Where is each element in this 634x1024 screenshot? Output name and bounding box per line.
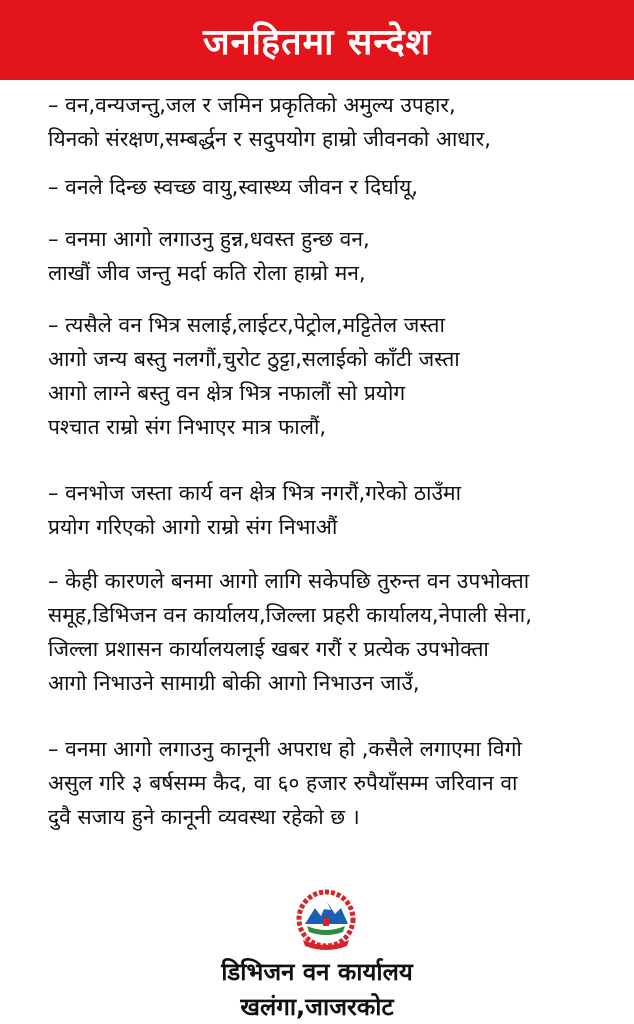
message-line: प्रयोग गरिएको आगो राम्रो संग निभाऔं: [48, 515, 338, 539]
message-line: – वन,वन्यजन्तु,जल र जमिन प्रकृतिको अमुल्य उपहार,: [48, 93, 456, 117]
message-line: आगो लाग्ने बस्तु वन क्षेत्र भित्र नफालौं सो प्रयोग: [48, 381, 406, 405]
message-line: असुल गरि ३ बर्षसम्म कैद, वा ६० हजार रुपैयाँसम्म जरिवान वा: [48, 771, 518, 795]
message-line: यिनको संरक्षण,सम्बर्द्धन र सदुपयोग हाम्रो जीवनको आधार,: [48, 127, 491, 151]
message-line: जिल्ला प्रशासन कार्यालयलाई खबर गरौं र प्रत्येक उपभोक्ता: [48, 637, 489, 661]
message-line: आगो निभाउने सामाग्री बोकी आगो निभाउन जाउँ,: [48, 671, 420, 695]
message-paragraph-2: [48, 170, 616, 204]
office-location: खलंगा,जाजरकोट: [240, 993, 394, 1021]
message-paragraph-5: [48, 476, 616, 544]
message-paragraph-4: [48, 308, 616, 444]
message-line: लाखौं जीव जन्तु मर्दा कति रोला हाम्रो मन,: [48, 261, 366, 285]
message-line: पश्चात राम्रो संग निभाएर मात्र फालौं,: [48, 415, 327, 439]
office-name: डिभिजन वन कार्यालय: [221, 958, 413, 986]
message-paragraph-7: [48, 732, 616, 834]
message-line: दुवै सजाय हुने कानूनी व्यवस्था रहेको छ ।: [48, 805, 360, 829]
message-line: – वनभोज जस्ता कार्य वन क्षेत्र भित्र नगरौं,गरेको ठाउँमा: [48, 481, 462, 505]
message-line: – त्यसैले वन भित्र सलाई,लाईटर,पेट्रोल,मट्टितेल जस्ता: [48, 313, 445, 337]
message-paragraph-1: [48, 88, 616, 156]
message-line: आगो जन्य बस्तु नलगौं,चुरोट ठुट्टा,सलाईको काँटी जस्ता: [48, 347, 460, 371]
message-paragraph-6: [48, 564, 616, 700]
nepal-government-emblem-icon: [293, 888, 359, 954]
message-line: – वनले दिन्छ स्वच्छ वायु,स्वास्थ्य जीवन र दिर्घायू,: [48, 175, 418, 199]
message-line: – वनमा आगो लगाउनु हुन्न,धवस्त हुन्छ वन,: [48, 227, 370, 251]
message-line: समूह,डिभिजन वन कार्यालय,जिल्ला प्रहरी कार्यालय,नेपाली सेना,: [48, 603, 532, 627]
message-paragraph-3: [48, 222, 616, 290]
message-line: – केही कारणले बनमा आगो लागि सकेपछि तुरुन्त वन उपभोक्ता: [48, 569, 530, 593]
message-line: – वनमा आगो लगाउनु कानूनी अपराध हो ,कसैले लगाएमा विगो: [48, 737, 522, 761]
title-banner: [0, 0, 634, 80]
page-title: जनहितमा सन्देश: [202, 21, 432, 63]
